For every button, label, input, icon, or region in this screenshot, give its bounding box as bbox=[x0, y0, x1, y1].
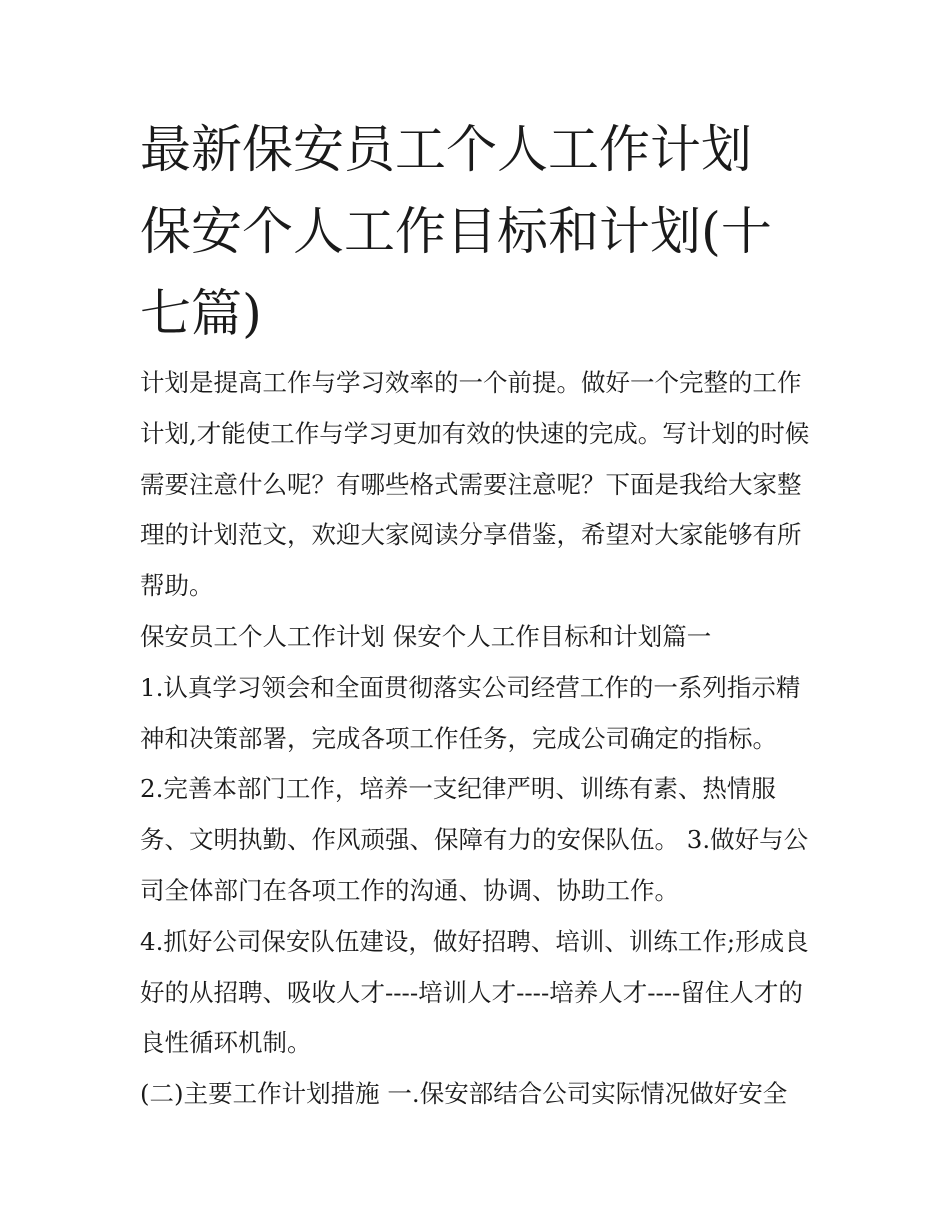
intro-paragraph: 计划是提高工作与学习效率的一个前提。做好一个完整的工作计划,才能使工作与学习更加有效的快速的完成。写计划的时候需要注意什么呢？有哪些格式需要注意呢？下面是我给大家整理的计划范文，欢迎大家阅读分享借鉴，希望对大家能够有所帮助。 bbox=[140, 368, 810, 601]
list-item-2-3: 2.完善本部门工作，培养一支纪律严明、训练有素、热情服务、文明执勤、作风顽强、保障有力的安保队伍。 3.做好与公司全体部门在各项工作的沟通、协调、协助工作。 bbox=[140, 774, 809, 905]
list-item-1: 1.认真学习领会和全面贯彻落实公司经营工作的一系列指示精神和决策部署，完成各项工作任务，完成公司确定的指标。 bbox=[140, 672, 801, 753]
measures-paragraph: (二)主要工作计划措施 一.保安部结合公司实际情况做好安全 bbox=[140, 1079, 788, 1109]
document-body bbox=[140, 358, 815, 1120]
section-heading: 保安员工个人工作计划 保安个人工作目标和计划篇一 bbox=[140, 621, 712, 651]
list-item-4: 4.抓好公司保安队伍建设，做好招聘、培训、训练工作;形成良好的从招聘、吸收人才----培训人才----培养人才----留住人才的良性循环机制。 bbox=[140, 926, 809, 1058]
document-title: 最新保安员工个人工作计划 保安个人工作目标和计划(十七篇) bbox=[140, 121, 772, 344]
